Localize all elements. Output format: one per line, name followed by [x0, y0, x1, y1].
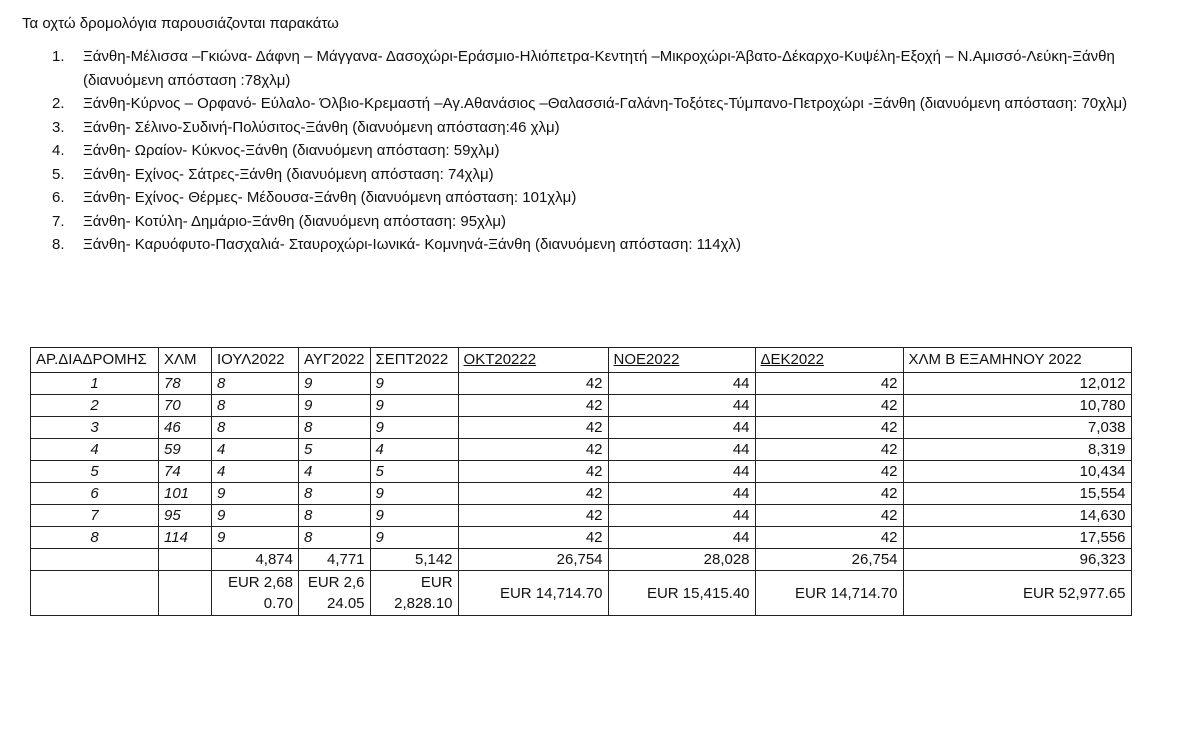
cell-sep: 9	[370, 395, 458, 417]
route-list	[52, 45, 1172, 257]
total-jul: 4,874	[212, 549, 299, 571]
cost-nov: EUR 15,415.40	[608, 571, 755, 616]
route-text: Ξάνθη- Ωραίον- Κύκνος-Ξάνθη (διανυόμενη απόσταση: 59χλμ)	[83, 142, 500, 159]
cell-route: 1	[31, 373, 159, 395]
costs-row	[31, 571, 1132, 616]
route-text: Ξάνθη- Σέλινο-Συδινή-Πολύσιτος-Ξάνθη (διανυόμενη απόσταση:46 χλμ)	[83, 118, 560, 136]
cell-jul: 9	[212, 505, 299, 527]
header-jul: ΙΟΥΛ2022	[212, 348, 299, 373]
cell-route: 5	[31, 461, 159, 483]
cell-nov: 44	[608, 461, 755, 483]
cell-route: 4	[31, 439, 159, 461]
costs-empty-cell	[31, 571, 159, 616]
cell-oct: 42	[458, 439, 608, 461]
header-sep: ΣΕΠΤ2022	[370, 348, 458, 373]
table-row	[31, 505, 1132, 527]
route-item	[52, 92, 1172, 116]
cell-km: 59	[159, 439, 212, 461]
total-aug: 4,771	[299, 549, 371, 571]
table-row	[31, 395, 1132, 417]
cell-jul: 4	[212, 461, 299, 483]
route-number: 1.	[52, 48, 65, 65]
cell-sep: 4	[370, 439, 458, 461]
route-number: 4.	[52, 142, 65, 159]
cell-oct: 42	[458, 461, 608, 483]
cell-aug: 4	[299, 461, 371, 483]
cell-semester-total: 14,630	[903, 505, 1131, 527]
cell-oct: 42	[458, 505, 608, 527]
cell-semester-total: 15,554	[903, 483, 1131, 505]
cell-route: 6	[31, 483, 159, 505]
cost-oct: EUR 14,714.70	[458, 571, 608, 616]
cell-nov: 44	[608, 527, 755, 549]
totals-row	[31, 549, 1132, 571]
cell-jul: 8	[212, 373, 299, 395]
cell-km: 101	[159, 483, 212, 505]
cell-sep: 9	[370, 505, 458, 527]
cell-sep: 9	[370, 373, 458, 395]
intro-text: Τα οχτώ δρομολόγια παρουσιάζονται παρακάτω	[22, 15, 339, 32]
cell-oct: 42	[458, 417, 608, 439]
cell-km: 74	[159, 461, 212, 483]
cell-oct: 42	[458, 483, 608, 505]
cell-semester-total: 12,012	[903, 373, 1131, 395]
cell-dec: 42	[755, 417, 903, 439]
cell-sep: 9	[370, 483, 458, 505]
route-number: 3.	[52, 118, 65, 136]
route-item	[52, 210, 1172, 234]
route-number: 5.	[52, 165, 65, 183]
cell-km: 78	[159, 373, 212, 395]
cell-km: 46	[159, 417, 212, 439]
cell-jul: 8	[212, 417, 299, 439]
table-row	[31, 483, 1132, 505]
header-dec: ΔΕΚ2022	[755, 348, 903, 373]
header-aug: ΑΥΓ2022	[299, 348, 371, 373]
cost-semester: EUR 52,977.65	[903, 571, 1131, 616]
cell-aug: 8	[299, 505, 371, 527]
cell-semester-total: 10,434	[903, 461, 1131, 483]
cell-nov: 44	[608, 373, 755, 395]
route-text: Ξάνθη- Καρυόφυτο-Πασχαλιά- Σταυροχώρι-Ιωνικά- Κομνηνά-Ξάνθη (διανυόμενη απόσταση: 114χλ)	[83, 236, 741, 253]
totals-empty-cell	[31, 549, 159, 571]
cost-jul: EUR 2,680.70	[212, 571, 299, 616]
cell-aug: 9	[299, 373, 371, 395]
cell-nov: 44	[608, 395, 755, 417]
cell-route: 8	[31, 527, 159, 549]
route-item	[52, 116, 1172, 140]
route-number: 8.	[52, 236, 65, 253]
table-row	[31, 373, 1132, 395]
total-oct: 26,754	[458, 549, 608, 571]
cost-aug: EUR 2,624.05	[299, 571, 371, 616]
cell-dec: 42	[755, 483, 903, 505]
cell-km: 114	[159, 527, 212, 549]
cell-km: 95	[159, 505, 212, 527]
route-item	[52, 233, 1172, 257]
total-dec: 26,754	[755, 549, 903, 571]
cell-jul: 8	[212, 395, 299, 417]
cell-semester-total: 10,780	[903, 395, 1131, 417]
cell-dec: 42	[755, 505, 903, 527]
table-row	[31, 439, 1132, 461]
route-number: 7.	[52, 212, 65, 230]
cell-semester-total: 17,556	[903, 527, 1131, 549]
cell-semester-total: 8,319	[903, 439, 1131, 461]
cell-route: 7	[31, 505, 159, 527]
cell-sep: 5	[370, 461, 458, 483]
routes-table	[30, 347, 1132, 616]
costs-empty-cell	[159, 571, 212, 616]
route-text: Ξάνθη-Μέλισσα –Γκιώνα- Δάφνη – Μάγγανα- Δασοχώρι-Εράσμιο-Ηλιόπετρα-Κεντητή –Μικροχώρι-Άβατο-Δέκαρχο-Κυψέλη-Εξοχή – Ν.Αμισσό-Λεύκη-Ξάνθη (διανυόμενη απόσταση :78χλμ)	[83, 48, 1115, 89]
cell-aug: 8	[299, 527, 371, 549]
cell-oct: 42	[458, 527, 608, 549]
header-km: ΧΛΜ	[159, 348, 212, 373]
cell-route: 2	[31, 395, 159, 417]
cell-dec: 42	[755, 461, 903, 483]
cell-aug: 8	[299, 483, 371, 505]
cell-jul: 9	[212, 483, 299, 505]
total-sep: 5,142	[370, 549, 458, 571]
table-row	[31, 527, 1132, 549]
cell-jul: 9	[212, 527, 299, 549]
header-row	[31, 348, 1132, 373]
route-text: Ξάνθη-Κύρνος – Ορφανό- Εύλαλο- Όλβιο-Κρεμαστή –Αγ.Αθανάσιος –Θαλασσιά-Γαλάνη-Τοξότες-Τύμπανο-Πετροχώρι -Ξάνθη (διανυόμενη απόσταση: 70χλμ)	[83, 95, 1128, 112]
cell-km: 70	[159, 395, 212, 417]
cell-sep: 9	[370, 417, 458, 439]
total-semester: 96,323	[903, 549, 1131, 571]
route-text: Ξάνθη- Εχίνος- Σάτρες-Ξάνθη (διανυόμενη απόσταση: 74χλμ)	[83, 165, 494, 183]
cell-nov: 44	[608, 483, 755, 505]
cell-sep: 9	[370, 527, 458, 549]
header-oct: ΟΚΤ20222	[458, 348, 608, 373]
cell-dec: 42	[755, 439, 903, 461]
cell-jul: 4	[212, 439, 299, 461]
route-number: 6.	[52, 189, 65, 206]
route-item	[52, 186, 1172, 210]
route-item	[52, 45, 1172, 92]
header-semester-total: ΧΛΜ Β ΕΞΑΜΗΝΟΥ 2022	[903, 348, 1131, 373]
cell-oct: 42	[458, 395, 608, 417]
cell-semester-total: 7,038	[903, 417, 1131, 439]
cell-aug: 5	[299, 439, 371, 461]
cost-dec: EUR 14,714.70	[755, 571, 903, 616]
header-route-number: ΑΡ.ΔΙΑΔΡΟΜΗΣ	[31, 348, 159, 373]
cell-route: 3	[31, 417, 159, 439]
cell-dec: 42	[755, 373, 903, 395]
cell-aug: 8	[299, 417, 371, 439]
table-row	[31, 461, 1132, 483]
cost-sep: EUR 2,828.10	[370, 571, 458, 616]
route-item	[52, 139, 1172, 163]
cell-nov: 44	[608, 417, 755, 439]
cell-oct: 42	[458, 373, 608, 395]
route-text: Ξάνθη- Κοτύλη- Δημάριο-Ξάνθη (διανυόμενη απόσταση: 95χλμ)	[83, 212, 507, 230]
cell-dec: 42	[755, 527, 903, 549]
route-item	[52, 163, 1172, 187]
cell-nov: 44	[608, 439, 755, 461]
cell-aug: 9	[299, 395, 371, 417]
cell-nov: 44	[608, 505, 755, 527]
total-nov: 28,028	[608, 549, 755, 571]
header-nov: ΝΟΕ2022	[608, 348, 755, 373]
cell-dec: 42	[755, 395, 903, 417]
route-text: Ξάνθη- Εχίνος- Θέρμες- Μέδουσα-Ξάνθη (διανυόμενη απόσταση: 101χλμ)	[83, 189, 577, 206]
table-row	[31, 417, 1132, 439]
route-number: 2.	[52, 95, 65, 112]
totals-empty-cell	[159, 549, 212, 571]
